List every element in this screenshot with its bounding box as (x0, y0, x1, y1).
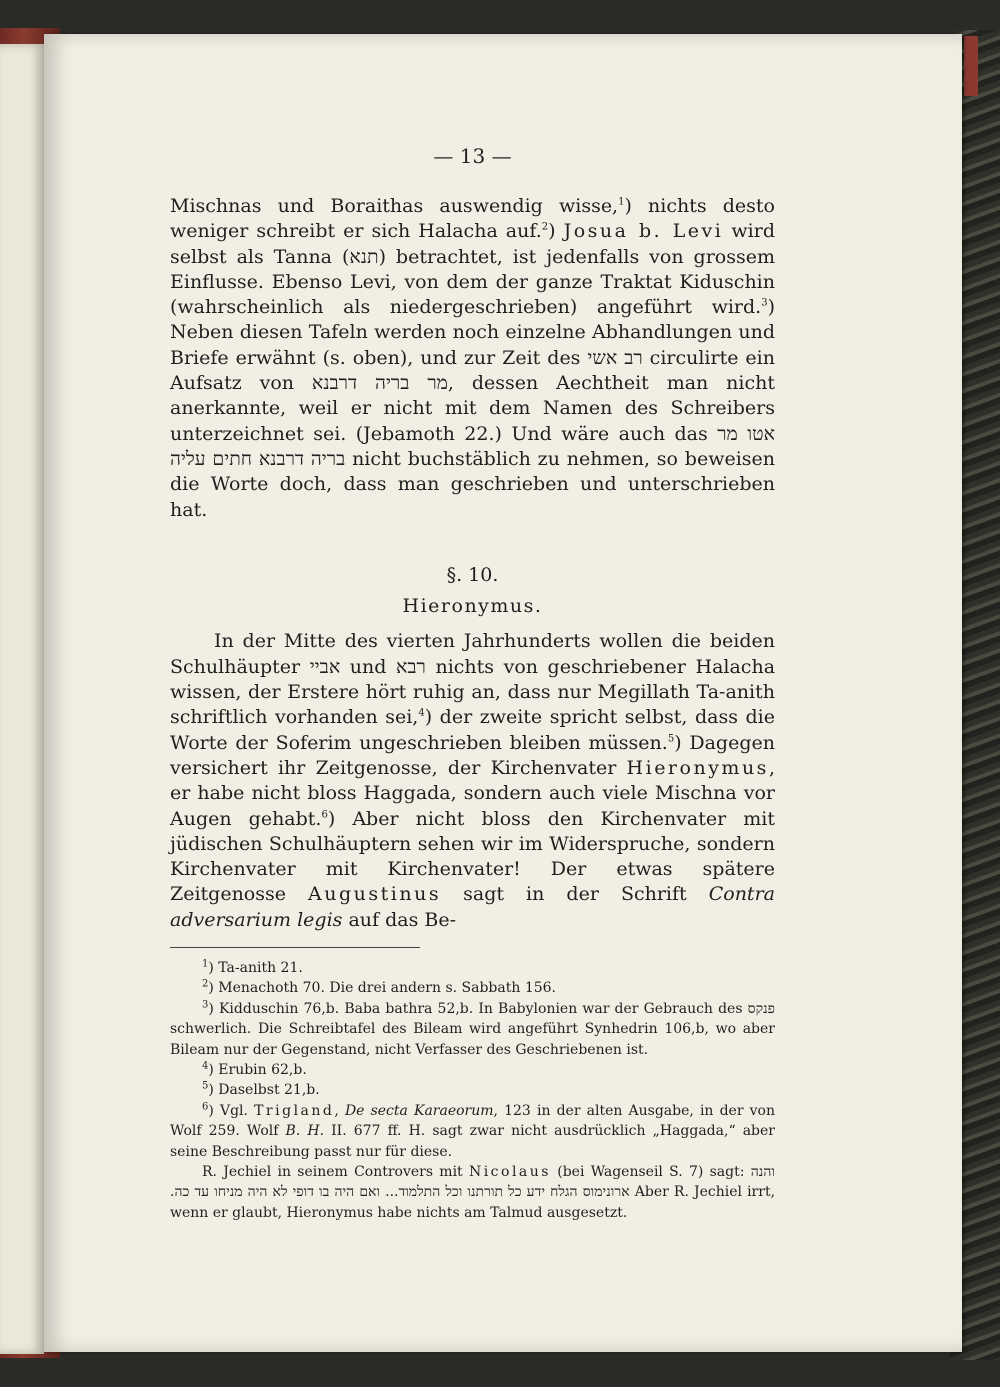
footnote-4 (170, 1060, 775, 1080)
text-run: (bei Wagenseil S. 7) sagt: (557, 1164, 745, 1181)
text-run: In der Mitte des vierten Jahrhunderts wollen die beiden Schulhäupter (170, 630, 775, 678)
text-run: ) Dagegen versichert ihr Zeitgenosse, der Kirchenvater (170, 731, 775, 779)
text-run: ) nichts desto weniger schreibt er sich Halacha auf. (170, 195, 775, 243)
footnote-mark: 6 (202, 1101, 209, 1113)
text-run: ) Menachoth 70. Die drei andern s. Sabbath 156. (208, 980, 556, 997)
text-run: ) der zweite spricht selbst, dass die Worte der Soferim ungeschrieben bleiben müssen. (170, 706, 775, 754)
text-run: , er habe nicht bloss Haggada, sondern auch viele Mischna vor Augen gehabt. (170, 756, 775, 830)
footnote-ref-6: 6 (321, 809, 328, 821)
name-hieronymus: Hieronymus (626, 756, 769, 779)
footnote-divider (170, 947, 420, 948)
text-run: ) Aber nicht bloss den Kirchenvater mit jüdischen Schulhäuptern sehen wir im Widerspruche, sondern Kirchenvater mit Kirchenvater! Der etwas spätere Zeitgenosse (170, 807, 775, 906)
text-run: ) Kidduschin 76,b. Baba bathra 52,b. In Babylonien war der Gebrauch des (208, 1000, 743, 1017)
page-number: — 13 — (433, 144, 512, 168)
hebrew-word: מר בריה דרבנא (311, 372, 448, 395)
footnote-mark: 3 (202, 999, 209, 1011)
text-run: circulirte ein Aufsatz von (170, 346, 775, 395)
text-run: nichts von geschriebener Halacha wissen, der Erstere hört ruhig an, dass nur Megillath Ta-anith schriftlich vorhanden sei, (170, 655, 776, 729)
name-augustinus: Augustinus (308, 883, 442, 906)
footnote-7 (170, 1162, 775, 1223)
footnote-mark: 2 (202, 978, 209, 990)
text-run: , (334, 1102, 339, 1119)
book-cover-right-corner (964, 36, 978, 96)
footnote-mark: 4 (202, 1060, 209, 1072)
text-run: ) Erubin 62,b. (208, 1062, 307, 1079)
footnote-1 (170, 958, 775, 978)
text-run: wird selbst als Tanna ( (170, 220, 775, 268)
text-run: und (349, 655, 387, 678)
text-run: auf das Be- (348, 908, 456, 931)
hebrew-word: רב אשי (587, 346, 643, 369)
text-run: Mischnas und Boraithas auswendig wisse, (170, 195, 619, 217)
section-number: §. 10. (446, 563, 499, 586)
hebrew-word: תנא (349, 245, 379, 268)
footnote-6 (170, 1101, 775, 1162)
footnote-5 (170, 1080, 775, 1100)
footnote-ref-2: 2 (541, 221, 549, 233)
text-run: Aber R. Jechiel irrt, wenn er glaubt, Hieronymus habe nichts am Talmud ausgesetzt. (170, 1184, 776, 1221)
footnote-ref-3: 3 (761, 297, 768, 309)
work-title: B. H. (285, 1123, 325, 1140)
name-josua: Josua b. Levi (563, 220, 724, 243)
footnote-mark: 1 (202, 958, 209, 970)
main-text (170, 194, 775, 1223)
text-run: ) Ta-anith 21. (208, 960, 303, 977)
work-title: De secta Karaeorum (344, 1102, 494, 1119)
footnote-ref-5: 5 (667, 733, 675, 745)
text-run: ) betrachtet, ist jedenfalls von grossem Einflusse. Ebenso Levi, von dem der ganze Traktat Kiduschin (wahrscheinlich als niedergeschrieben) angeführt wird. (170, 245, 775, 319)
text-run: sagt in der Schrift (463, 883, 687, 906)
book-page (44, 34, 962, 1352)
footnote-ref-4: 4 (418, 708, 425, 720)
text-run: nicht buchstäblich zu nehmen, so beweisen die Worte doch, dass man geschrieben und unterschrieben hat. (170, 447, 776, 521)
text-run: ) Neben diesen Tafeln werden noch einzelne Abhandlungen und Briefe erwähnt (s. oben), und zur Zeit des (170, 296, 775, 369)
footnote-ref-1: 1 (618, 196, 625, 208)
paragraph-1 (170, 194, 775, 523)
footnote-mark: 5 (202, 1080, 209, 1092)
hebrew-word: רבא (396, 655, 426, 678)
text-run: , 123 in der alten Ausgabe, in der von Wolf 259. Wolf (170, 1102, 775, 1140)
paragraph-2 (170, 629, 775, 933)
text-run: II. 677 ff. H. sagt zwar nicht ausdrücklich „Haggada,“ aber seine Beschreibung passt nur für diese. (170, 1123, 775, 1160)
hebrew-quote: אטו מר בריה דרבנא חתים עליה (170, 422, 775, 470)
facing-page-edge (0, 44, 44, 1354)
footnote-3 (170, 999, 775, 1060)
text-run: ) Daselbst 21,b. (208, 1082, 320, 1099)
text-run: , dessen Aechtheit man nicht anerkannte, weil er nicht mit dem Namen des Schreibers unterzeichnet sei. (Jebamoth 22.) Und wäre auch das (170, 372, 775, 445)
hebrew-quote: והנה ארונימוס הגלח ידע כל תורתנו וכל התלמוד... ואם היה בו דופי לא היה מניחו עד כה. (170, 1164, 775, 1201)
text-run: R. Jechiel in seinem Controvers mit (202, 1164, 463, 1181)
footnote-2 (170, 978, 775, 998)
hebrew-word: אביי (309, 655, 341, 678)
name-nicolaus: Nicolaus (468, 1164, 551, 1181)
text-run: ) (548, 220, 556, 243)
footnotes (170, 958, 775, 1223)
text-run: schwerlich. Die Schreibtafel des Bileam wird angeführt Synhedrin 106,b, wo aber Bileam nur der Gegenstand, nicht Verfasser des Geschriebenen ist. (170, 1021, 775, 1058)
name-trigland: Trigland (254, 1102, 335, 1119)
work-title: Contra adversarium legis (170, 883, 775, 931)
section-title: Hieronymus. (402, 595, 543, 618)
text-run: ) Vgl. (208, 1102, 248, 1119)
hebrew-word: פנקס (747, 1000, 775, 1017)
